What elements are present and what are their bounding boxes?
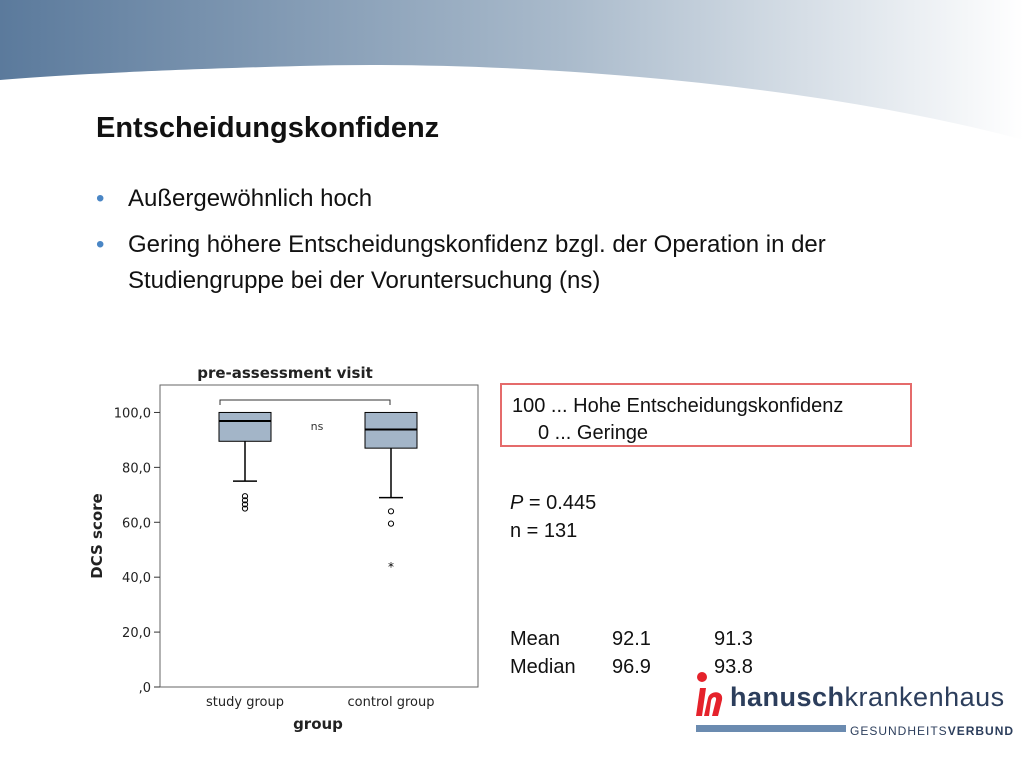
bullet-item <box>96 181 888 217</box>
legend-line-low: 0 ... Geringe <box>538 422 649 444</box>
p-label: P <box>510 492 524 514</box>
boxplot-chart <box>80 355 490 740</box>
y-tick-label: 60,0 <box>122 516 151 532</box>
stats-block <box>510 489 596 545</box>
y-axis <box>114 406 160 696</box>
extreme-point: * <box>388 560 394 575</box>
p-value-line <box>510 489 596 517</box>
p-value: = 0.445 <box>523 492 597 514</box>
logo-brand-bold: hanusch <box>730 682 845 712</box>
slide-title: Entscheidungskonfidenz <box>96 112 440 144</box>
hospital-logo <box>690 668 1015 748</box>
annotation-ns: ns <box>310 420 324 433</box>
logo-mark-icon <box>690 668 730 728</box>
x-tick-label: study group <box>206 695 284 710</box>
x-tick-label: control group <box>347 695 435 710</box>
y-tick-label: 40,0 <box>122 571 151 587</box>
summary-label: Mean <box>510 628 561 650</box>
logo-sub <box>850 724 1014 738</box>
logo-sub-light: GESUNDHEITS <box>850 724 948 738</box>
logo-rule <box>696 725 846 732</box>
summary-label: Median <box>510 656 576 678</box>
summary-control-value: 93.8 <box>714 656 753 678</box>
legend-line-high: 100 ... Hohe Entscheidungskonfidenz <box>512 395 844 417</box>
bullet-item <box>96 227 888 299</box>
x-axis-label: group <box>293 715 343 733</box>
bullet-text: Außergewöhnlich hoch <box>128 185 373 212</box>
y-tick-label: 20,0 <box>122 626 151 642</box>
legend-box <box>500 383 912 447</box>
y-axis-label: DCS score <box>88 493 106 579</box>
y-tick-label: ,0 <box>138 681 151 696</box>
n-value: n = 131 <box>510 520 578 542</box>
iqr-box <box>219 412 271 441</box>
bullet-dot-icon: • <box>96 231 105 258</box>
summary-control-value: 91.3 <box>714 628 753 650</box>
summary-study-value: 92.1 <box>612 628 651 650</box>
bullet-text: Gering höhere Entscheidungskonfidenz bzgl. der Operation in der Studiengruppe bei der Voruntersuchung (ns) <box>128 231 826 294</box>
bullet-dot-icon: • <box>96 185 105 212</box>
y-tick-label: 80,0 <box>122 461 151 477</box>
logo-sub-bold: VERBUND <box>947 724 1015 738</box>
summary-row-mean <box>510 625 810 653</box>
logo-brand-light: krankenhaus <box>844 682 1005 712</box>
logo-brand <box>730 682 1005 713</box>
chart-title: pre-assessment visit <box>197 364 373 382</box>
y-tick-label: 100,0 <box>113 406 151 422</box>
summary-study-value: 96.9 <box>612 656 651 678</box>
